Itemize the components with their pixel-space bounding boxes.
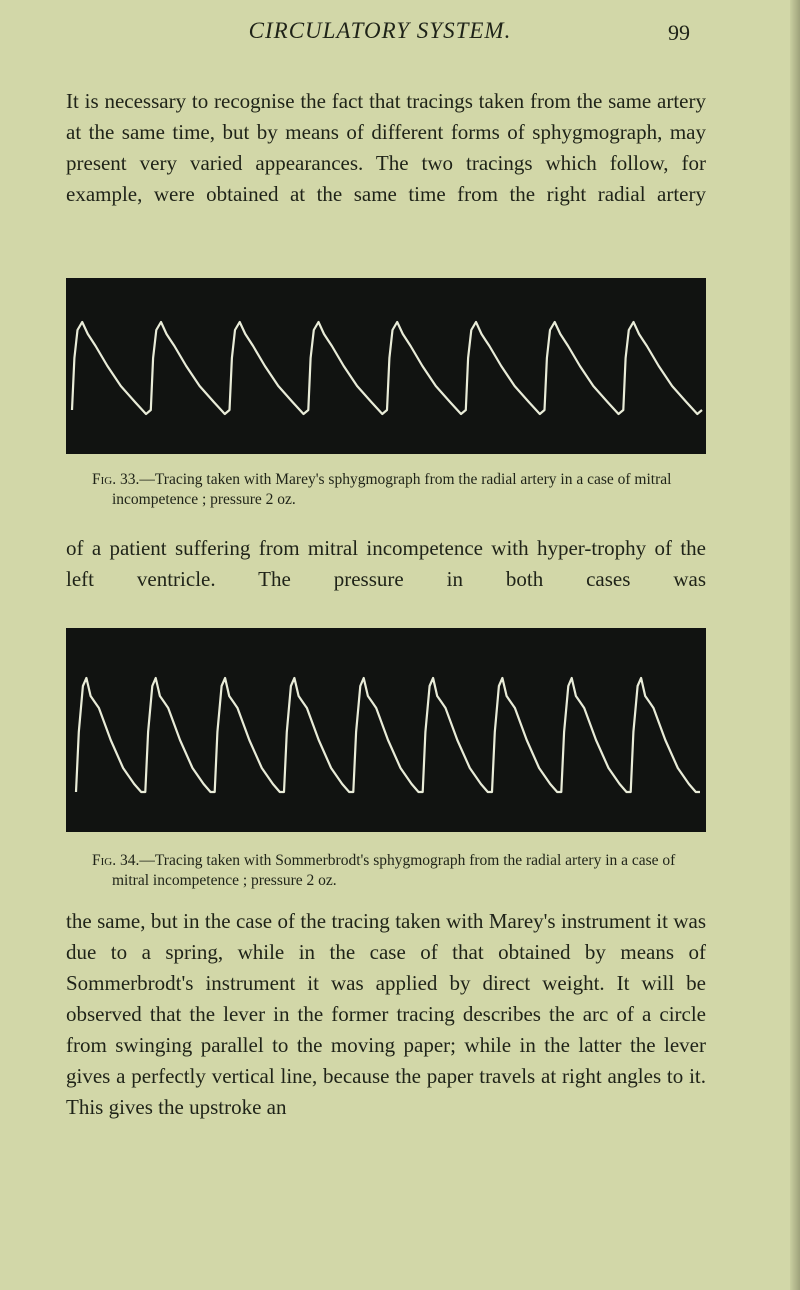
running-head bbox=[0, 14, 800, 54]
figure-label-33: Fig. 33. bbox=[92, 471, 140, 488]
pulse-tracing-line bbox=[72, 322, 702, 414]
paragraph-middle: of a patient suffering from mitral incompetence with hyper-trophy of the left ventricle. The pressure in both cases was bbox=[66, 536, 706, 591]
figure-caption-text-33: —Tracing taken with Marey's sphygmograph from the radial artery in a case of mitral incompetence ; pressure 2 oz. bbox=[112, 471, 672, 508]
paragraph-intro: It is necessary to recognise the fact that tracings taken from the same artery at the same time, but by means of different forms of sphygmograph, may present very varied appearances. The two tracings which follow, for example, were obtained at the same time from the right radial artery bbox=[66, 89, 706, 206]
figure-caption-34 bbox=[92, 851, 712, 891]
figure-caption-33 bbox=[92, 470, 712, 510]
sommerbrodt-tracing-plot bbox=[66, 628, 706, 832]
paragraph-discussion: the same, but in the case of the tracing taken with Marey's instrument it was due to a spring, while in the case of that obtained by means of Sommerbrodt's instrument it was applied by direct weight. It will be observed that the lever in the former tracing describes the arc of a circle from swinging parallel to the moving paper; while in the latter the lever gives a perfectly vertical line, because the paper travels at right angles to it. This gives the upstroke an bbox=[66, 909, 706, 1119]
running-title: CIRCULATORY SYSTEM. bbox=[248, 18, 512, 43]
page-number: 99 bbox=[668, 20, 690, 45]
page-spine-edge bbox=[790, 0, 800, 1290]
figure-label-34: Fig. 34. bbox=[92, 852, 140, 869]
figure-caption-text-34: —Tracing taken with Sommerbrodt's sphygmograph from the radial artery in a case of mitral incompetence ; pressure 2 oz. bbox=[112, 852, 676, 889]
figure-marey-tracing bbox=[66, 278, 706, 454]
pulse-tracing-line bbox=[76, 678, 700, 792]
marey-tracing-plot bbox=[66, 278, 706, 454]
figure-sommerbrodt-tracing bbox=[66, 628, 706, 832]
